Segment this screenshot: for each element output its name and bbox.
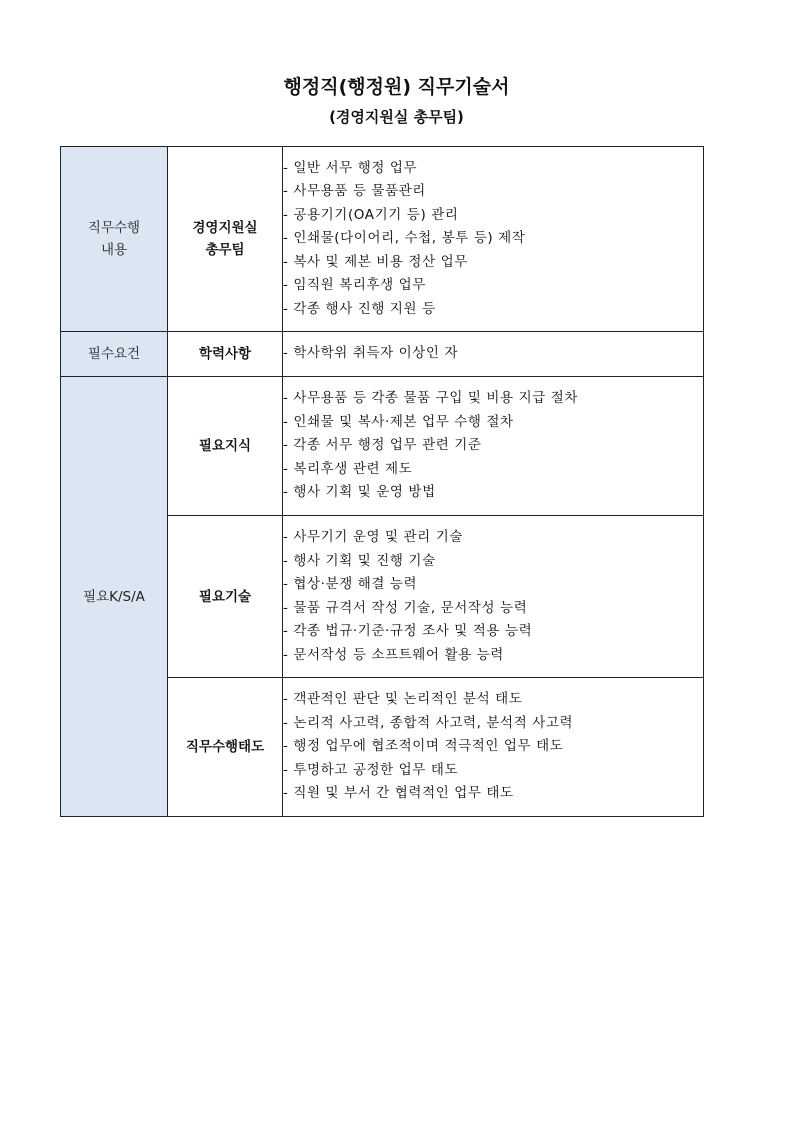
list-item: - 공용기기(OA기기 등) 관리	[283, 204, 703, 228]
list-item: - 협상·분쟁 해결 능력	[283, 573, 703, 597]
list-item: - 인쇄물 및 복사·제본 업무 수행 절차	[283, 411, 703, 435]
category-cell-requirements: 필수요건	[61, 332, 168, 377]
list-item: - 복사 및 제본 비용 정산 업무	[283, 251, 703, 275]
subcategory-cell-skills: 필요기술	[168, 516, 283, 678]
subcategory-cell-knowledge: 필요지식	[168, 377, 283, 516]
list-item: - 각종 법규·기준·규정 조사 및 적용 능력	[283, 620, 703, 644]
list-item: - 사무용품 등 각종 물품 구입 및 비용 지급 절차	[283, 387, 703, 411]
items-cell-duties	[283, 147, 704, 332]
list-item: - 투명하고 공정한 업무 태도	[283, 759, 703, 783]
table-row-duties	[61, 147, 704, 332]
subcategory-cell-attitude: 직무수행태도	[168, 678, 283, 817]
list-item: - 각종 서무 행정 업무 관련 기준	[283, 434, 703, 458]
list-item: - 논리적 사고력, 종합적 사고력, 분석적 사고력	[283, 712, 703, 736]
subcategory-cell-education: 학력사항	[168, 332, 283, 377]
document-subtitle: (경영지원실 총무팀)	[329, 108, 464, 126]
list-item: - 직원 및 부서 간 협력적인 업무 태도	[283, 782, 703, 806]
subcategory-cell-team	[168, 147, 283, 332]
list-item: - 사무기기 운영 및 관리 기술	[283, 526, 703, 550]
list-item: - 행사 기획 및 진행 기술	[283, 550, 703, 574]
category-label: 내용	[100, 242, 128, 258]
category-cell-ksa: 필요K/S/A	[61, 377, 168, 817]
subcategory-label: 경영지원실	[192, 220, 258, 236]
subcategory-label: 총무팀	[205, 242, 245, 258]
items-cell-knowledge	[283, 377, 704, 516]
list-item: - 사무용품 등 물품관리	[283, 180, 703, 204]
list-item: - 객관적인 판단 및 논리적인 분석 태도	[283, 688, 703, 712]
document-title: 행정직(행정원) 직무기술서	[283, 76, 510, 98]
list-item: - 행사 기획 및 운영 방법	[283, 481, 703, 505]
table-row-knowledge	[61, 377, 704, 516]
category-label: 직무수행	[87, 220, 141, 236]
items-cell-education	[283, 332, 704, 377]
list-item: - 임직원 복리후생 업무	[283, 274, 703, 298]
list-item: - 문서작성 등 소프트웨어 활용 능력	[283, 644, 703, 668]
list-item: - 각종 행사 진행 지원 등	[283, 298, 703, 322]
list-item: - 행정 업무에 협조적이며 적극적인 업무 태도	[283, 735, 703, 759]
list-item: - 물품 규격서 작성 기술, 문서작성 능력	[283, 597, 703, 621]
job-description-table	[60, 146, 704, 817]
list-item: - 일반 서무 행정 업무	[283, 157, 703, 181]
items-cell-skills	[283, 516, 704, 678]
category-cell-duties	[61, 147, 168, 332]
list-item: - 학사학위 취득자 이상인 자	[283, 342, 703, 366]
table-row-requirements	[61, 332, 704, 377]
items-cell-attitude	[283, 678, 704, 817]
list-item: - 인쇄물(다이어리, 수첩, 봉투 등) 제작	[283, 227, 703, 251]
list-item: - 복리후생 관련 제도	[283, 458, 703, 482]
